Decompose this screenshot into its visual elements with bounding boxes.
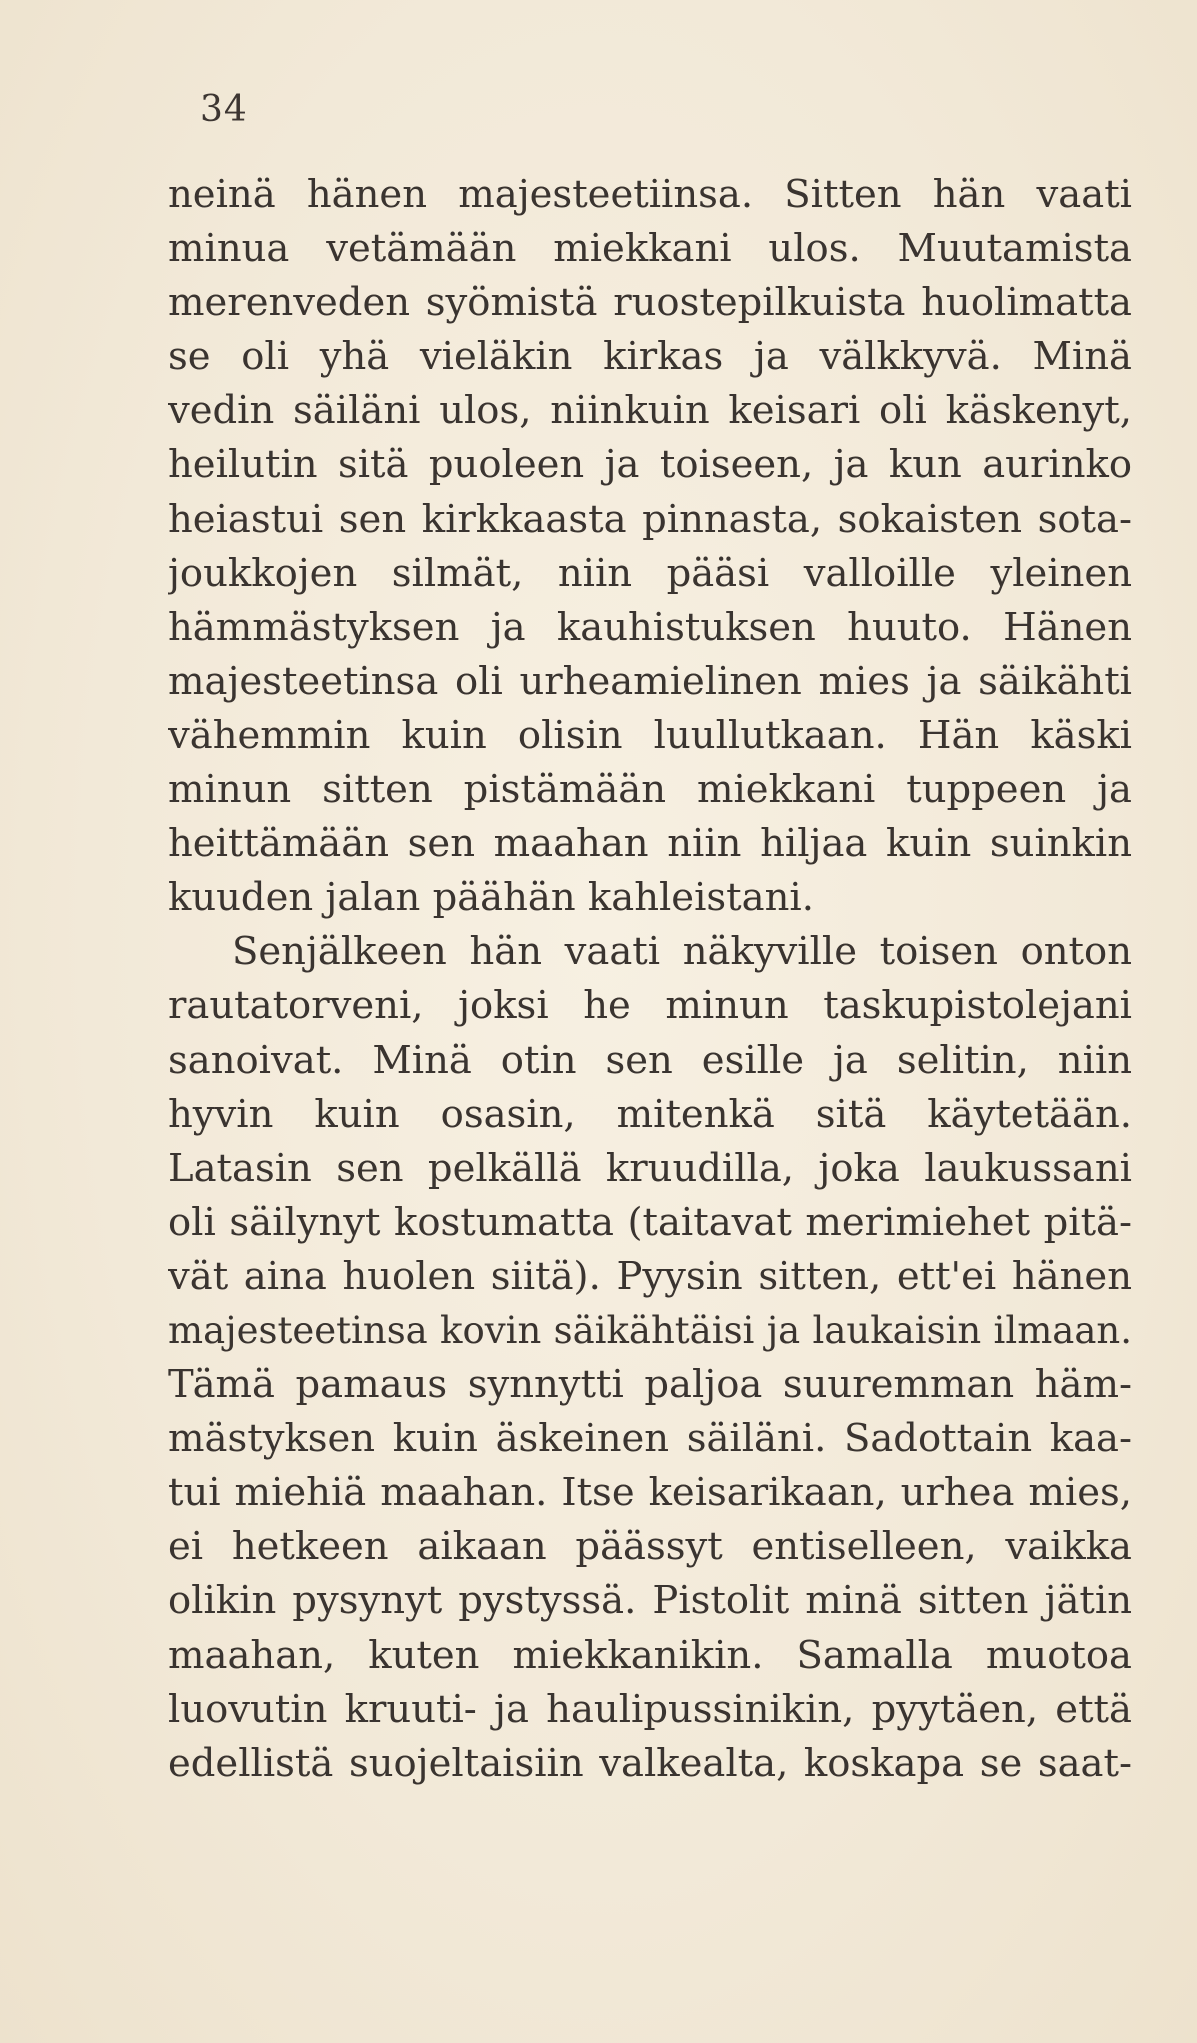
text-line: se oli yhä vieläkin kirkas ja välkkyvä. Minä	[168, 334, 1132, 380]
text-line: Latasin sen pelkällä kruudilla, joka laukussani	[168, 1145, 1132, 1191]
text-line: vät aina huolen siitä). Pyysin sitten, ett'ei hänen	[168, 1253, 1132, 1299]
text-line: vedin säiläni ulos, niinkuin keisari oli käskenyt,	[168, 388, 1132, 434]
text-line: tui miehiä maahan. Itse keisarikaan, urhea mies,	[168, 1470, 1132, 1516]
text-line: vähemmin kuin olisin luullutkaan. Hän käski	[168, 712, 1132, 758]
text-line: minun sitten pistämään miekkani tuppeen ja	[168, 767, 1132, 813]
text-line: maahan, kuten miekkanikin. Samalla muotoa	[168, 1632, 1132, 1678]
text-line: merenveden syömistä ruostepilkuista huolimatta	[168, 280, 1132, 326]
text-line: heilutin sitä puoleen ja toiseen, ja kun aurinko	[168, 442, 1132, 488]
text-line: hyvin kuin osasin, mitenkä sitä käytetään.	[168, 1091, 1132, 1137]
paragraph-end-line: kuuden jalan päähän kahleistani.	[168, 875, 814, 921]
text-line: sanoivat. Minä otin sen esille ja selitin, niin	[168, 1037, 1132, 1083]
text-line: Tämä pamaus synnytti paljoa suuremman häm-	[168, 1362, 1132, 1408]
text-line: luovutin kruuti- ja haulipussinikin, pyytäen, että	[168, 1686, 1132, 1732]
text-line: mästyksen kuin äskeinen säiläni. Sadottain kaa-	[168, 1416, 1132, 1462]
text-line: ei hetkeen aikaan päässyt entiselleen, vaikka	[168, 1524, 1132, 1570]
text-line: neinä hänen majesteetiinsa. Sitten hän vaati	[168, 172, 1132, 217]
text-line: oli säilynyt kostumatta (taitavat merimiehet pitä-	[168, 1199, 1132, 1245]
text-line: majesteetinsa kovin säikähtäisi ja laukaisin ilmaan.	[168, 1308, 1132, 1352]
text-line: joukkojen silmät, niin pääsi valloille yleinen	[168, 550, 1132, 596]
text-line: heiastui sen kirkkaasta pinnasta, sokaisten sota-	[168, 496, 1132, 542]
text-line: rautatorveni, joksi he minun taskupistolejani	[168, 983, 1132, 1029]
text-line: edellistä suojeltaisiin valkealta, koskapa se saat-	[168, 1740, 1132, 1786]
text-line: heittämään sen maahan niin hiljaa kuin suinkin	[168, 821, 1132, 867]
body-text	[168, 168, 1132, 1791]
text-line: majesteetinsa oli urheamielinen mies ja säikähti	[168, 658, 1132, 704]
page-number: 34	[200, 89, 248, 130]
text-line: hämmästyksen ja kauhistuksen huuto. Hänen	[168, 604, 1132, 650]
text-line: minua vetämään miekkani ulos. Muutamista	[168, 226, 1132, 272]
paragraph-start-line: Senjälkeen hän vaati näkyville toisen onton	[232, 929, 1132, 975]
text-line: olikin pysynyt pystyssä. Pistolit minä sitten jätin	[168, 1578, 1132, 1624]
